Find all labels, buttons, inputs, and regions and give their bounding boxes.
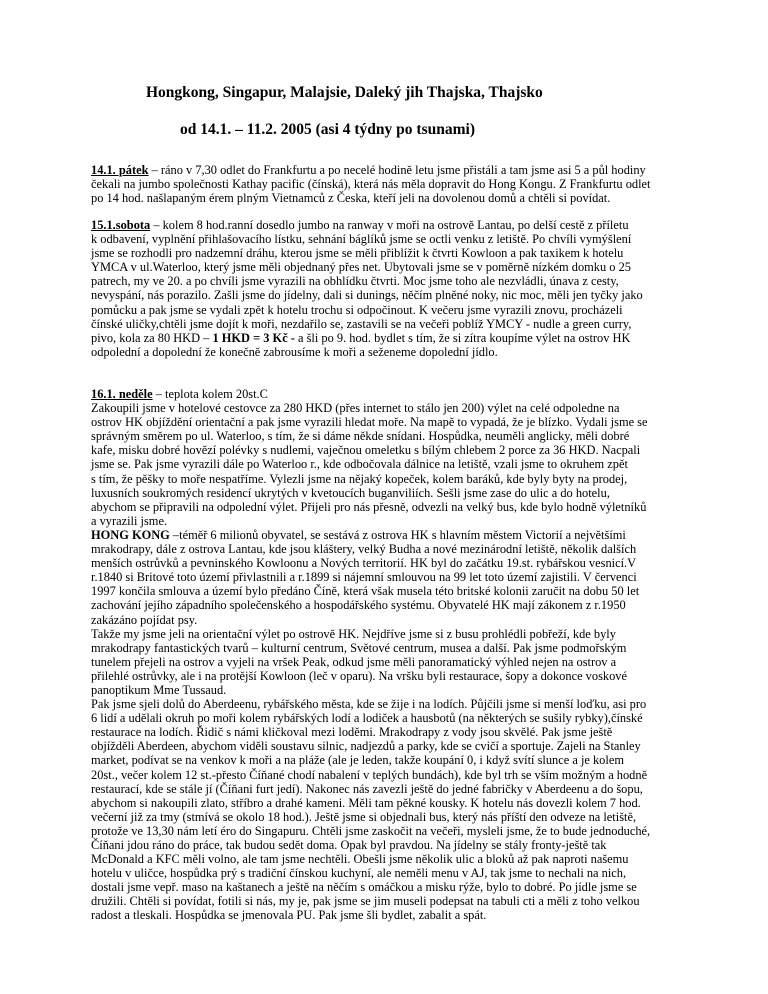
entry-line: po 14 hod. našlapaným érem plným Vietnamců z Česka, kteří jeli na dovolenou domů a chtěli si povídat. bbox=[91, 191, 611, 206]
entry-line: kafe, misku dobré hovězí polévky s nudlemi, vaječnou omeletku s bílým chlebem 2 porce za 36 HKD. Nacpali bbox=[91, 443, 641, 458]
entry-line: restaurace na lodích. Řidič s námi kličkoval mezi loděmi. Mrakodrapy z vody jsou skvělé. Pak jsme ještě bbox=[91, 725, 613, 740]
document-subtitle: od 14.1. – 11.2. 2005 (asi 4 týdny po tsunami) bbox=[180, 121, 475, 138]
diary-entry-14-1 bbox=[91, 163, 687, 205]
exchange-rate: 1 HKD = 3 Kč - bbox=[212, 330, 299, 345]
entry-line: večerní již za tmy (stmívá se okolo 18 hod.). Ještě jsme si objednali bus, který nás příští den odveze na letiště, bbox=[91, 809, 637, 824]
entry-line: přilehlé ostrůvky, ale i na protější Kowloon (leč v oparu). Na vršku byli restaurace, šopy a dokonce voskové bbox=[91, 668, 627, 683]
entry-text: – teplota kolem 20st.C bbox=[152, 387, 268, 401]
entry-line: abychom si nakoupili zlato, stříbro a drahé kameni. Měli tam pěkné kousky. K hotelu nás dovezli kolem 7 hod. bbox=[91, 795, 641, 810]
entry-line: a vyrazili jsme. bbox=[91, 513, 168, 528]
entry-line-exchange-rate bbox=[91, 331, 687, 345]
entry-line: nevyspání, nás porazilo. Zašli jsme do jídelny, dali si dunings, něčím plněné noky, nic moc, měli jen tyčky jako bbox=[91, 288, 643, 303]
entry-text: pivo, kola za 80 HKD – bbox=[91, 330, 213, 345]
entry-line: restaurací, kde se stále jí (Číňani furt jedí). Nakonec nás zavezli ještě do jedné fabričky v Aberdeenu a do šopu, bbox=[91, 781, 643, 796]
entry-line: s tím, že pěšky to moře nespatříme. Vylezli jsme na nějaký kopeček, kolem baráků, kde byly byty na prodej, bbox=[91, 471, 628, 486]
entry-line: 20st., večer kolem 12 st.-přesto Číňané chodí nabalení v teplých bundách), kde byl trh se vším možným a hodně bbox=[91, 767, 648, 782]
diary-entry-16-1 bbox=[91, 387, 687, 923]
entry-line: družili. Chtěli si povídat, fotili si nás, my je, pak jsme se jim museli podepsat na tabuli cti a měli z toho velkou bbox=[91, 894, 640, 909]
entry-date: 14.1. pátek bbox=[91, 163, 149, 177]
entry-line: objížděli Aberdeen, abychom viděli soustavu silnic, nadjezdů a parky, kde se cvičí a sportuje. Zajeli na Stanley bbox=[91, 739, 641, 754]
entry-line: zachování jejího západního společenského a hospodářského systému. Obyvatelé HK mají zákonem z r.1950 bbox=[91, 598, 626, 613]
entry-date: 16.1. neděle bbox=[91, 387, 153, 401]
entry-line: ostrov HK objíždění orientační a pak jsme vyrazili hledat moře. Na mapě to vypadá, že je blízko. Vydali jsme se bbox=[91, 415, 648, 430]
diary-entry-15-1 bbox=[91, 218, 687, 359]
entry-text: – kolem 8 hod.ranní dosedlo jumbo na ranway v moři na ostrově Lantau, po delší cestě z příletu bbox=[150, 218, 629, 232]
entry-line: Číňani jdou ráno do práce, tak budou sedět doma. Opak byl pravdou. Na jídelny se stály fronty-ještě tak bbox=[91, 838, 607, 852]
entry-line: 1997 končila smlouva a území bylo předáno Číně, která však musela této britské kolonii zaručit na dobu 50 let bbox=[91, 584, 640, 599]
entry-line: McDonald a KFC měli volno, ale tam jsme nechtěli. Obešli jsme několik ulic a bloků až pak naproti našemu bbox=[91, 852, 629, 867]
entry-line: market, podívat se na venkov k moři a na pláže (ale je leden, takže koupání 0, i když svítí slunce a je kolem bbox=[91, 753, 624, 768]
entry-line: správným směrem po ul. Waterloo, s tím, že si dáme někde snídani. Hospůdka, neuměli anglicky, měli dobré bbox=[91, 429, 630, 444]
entry-first-line bbox=[91, 387, 687, 401]
entry-line: Zakoupili jsme v hotelové cestovce za 280 HKD (přes internet to stálo jen 200) výlet na celé odpoledne na bbox=[91, 401, 620, 416]
entry-line: mrakodrapy, dále z ostrova Lantau, kde jsou kláštery, velký Budha a nové mezinárodní letiště, několik dalších bbox=[91, 542, 637, 557]
hong-kong-heading: HONG KONG bbox=[91, 527, 170, 542]
entry-line: panoptikum Mme Tussaud. bbox=[91, 682, 227, 697]
entry-line: dostali jsme vepř. maso na kaštanech a ještě na něčím s omáčkou a misku rýže, bylo to dobré. Po jídle jsme se bbox=[91, 880, 637, 895]
entry-line: luxusních soukromých residencí ukrytých v kvetoucích buganviliích. Sešli jsme zase do ulic a do hotelu, bbox=[91, 485, 610, 500]
entry-line: čínské uličky,chtěli jsme dojít k moři, nezdařilo se, zastavili se na večeři poblíž YMCY - nudle a green curry, bbox=[91, 316, 632, 331]
entry-line: protože ve 13,30 nám letí éro do Singapuru. Chtěli jsme zaskočit na večeři, mysleli jsme, že to bude jednoduché, bbox=[91, 823, 651, 838]
hong-kong-paragraph-start bbox=[91, 528, 687, 542]
entry-line: patrech, my ve 20. a po chvíli jsme vyrazili na obhlídku čtvrti. Moc jsme toho ale nezvládli, únava z cesty, bbox=[91, 274, 619, 289]
entry-line: r.1840 si Britové toto území přivlastnili a r.1899 si nájemní smlouvou na 99 let toto území zajistili. V červenci bbox=[91, 570, 637, 585]
entry-line: jsme se rozhodli pro nadzemní dráhu, kterou jsme se měli přiblížit k čtvrti Kowloon a pak taxikem k hotelu bbox=[91, 246, 624, 261]
entry-line: mrakodrapy fantastických tvarů – kulturní centrum, Světové centrum, musea a další. Pak jsme podmořským bbox=[91, 640, 627, 655]
entry-date: 15.1.sobota bbox=[91, 218, 151, 232]
entry-line: zakázáno pojídat psy. bbox=[91, 612, 198, 627]
entry-line: abychom se připravili na odpolední výlet. Přijeli pro nás přesně, odvezli na velký bus, kde bylo hodně výletníků bbox=[91, 499, 647, 514]
document-title: Hongkong, Singapur, Malajsie, Daleký jih Thajska, Thajsko bbox=[146, 84, 543, 101]
entry-text: a šli po 9. hod. bydlet s tím, že si zítra koupíme výlet na ostrov HK bbox=[298, 330, 631, 345]
entry-text: –téměř 6 milionů obyvatel, se sestává z ostrova HK s hlavním městem Victorií a největšími bbox=[169, 527, 626, 542]
entry-line: jsme se. Pak jsme vyrazili dále po Waterloo r., kde odbočovala dálnice na letiště, vzali jsme to okruhem zpět bbox=[91, 457, 628, 472]
entry-line: radost a tleskali. Hospůdka se jmenovala PU. Pak jsme šli bydlet, zabalit a spát. bbox=[91, 908, 487, 923]
entry-line: pomůcku a pak jsme se vydali zpět k hotelu trochu si odpočinout. K večeru jsme vyrazili znovu, procházeli bbox=[91, 302, 623, 317]
entry-line: Pak jsme sjeli dolů do Aberdeenu, rybářského města, kde se žije i na lodích. Půjčili jsme si menší loďku, asi pro bbox=[91, 697, 647, 712]
entry-line: Takže my jsme jeli na orientační výlet po ostrově HK. Nejdříve jsme si z busu prohlédli pobřeží, kde byly bbox=[91, 626, 616, 641]
entry-line: hotelu v uličce, hospůdka prý s tradiční čínskou kuchyní, ale neměli menu v AJ, tak jsme to nechali na nich, bbox=[91, 866, 627, 881]
entry-line: odpolední a dopolední že konečně zabrousíme k moři a seženeme dopolední jídlo. bbox=[91, 344, 498, 359]
entry-line: menších ostrůvků a pevninského Kowloonu a Nových territorií. HK byl do začátku 19.st. rybářskou vesnicí.V bbox=[91, 556, 637, 571]
entry-first-line bbox=[91, 163, 687, 177]
entry-line: YMCA v ul.Waterloo, který jsme měli objednaný přes net. Ubytovali jsme se v poměrně nízkém domku o 25 bbox=[91, 260, 631, 275]
entry-line: 6 lidí a udělali okruh po moři kolem rybářských lodí a lodiček a hausbotů (na některých se sušily rybky),čínské bbox=[91, 711, 643, 726]
entry-first-line bbox=[91, 218, 687, 232]
entry-line: k odbavení, vyplnění přihlašovacího lístku, sehnání báglíků jsme se octli venku z letiště. Po chvíli vymýšlení bbox=[91, 232, 632, 247]
entry-text: – ráno v 7,30 odlet do Frankfurtu a po necelé hodině letu jsme přistáli a tam jsme asi 5 a půl hodiny bbox=[148, 163, 646, 177]
entry-line: tunelem přejeli na ostrov a vyjeli na vršek Peak, odkud jsme měli panoramatický výhled nejen na ostrov a bbox=[91, 654, 617, 669]
entry-line: čekali na jumbo společnosti Kathay pacific (čínská), která nás měla dopravit do Hong Kongu. Z Frankfurtu odlet bbox=[91, 177, 651, 192]
